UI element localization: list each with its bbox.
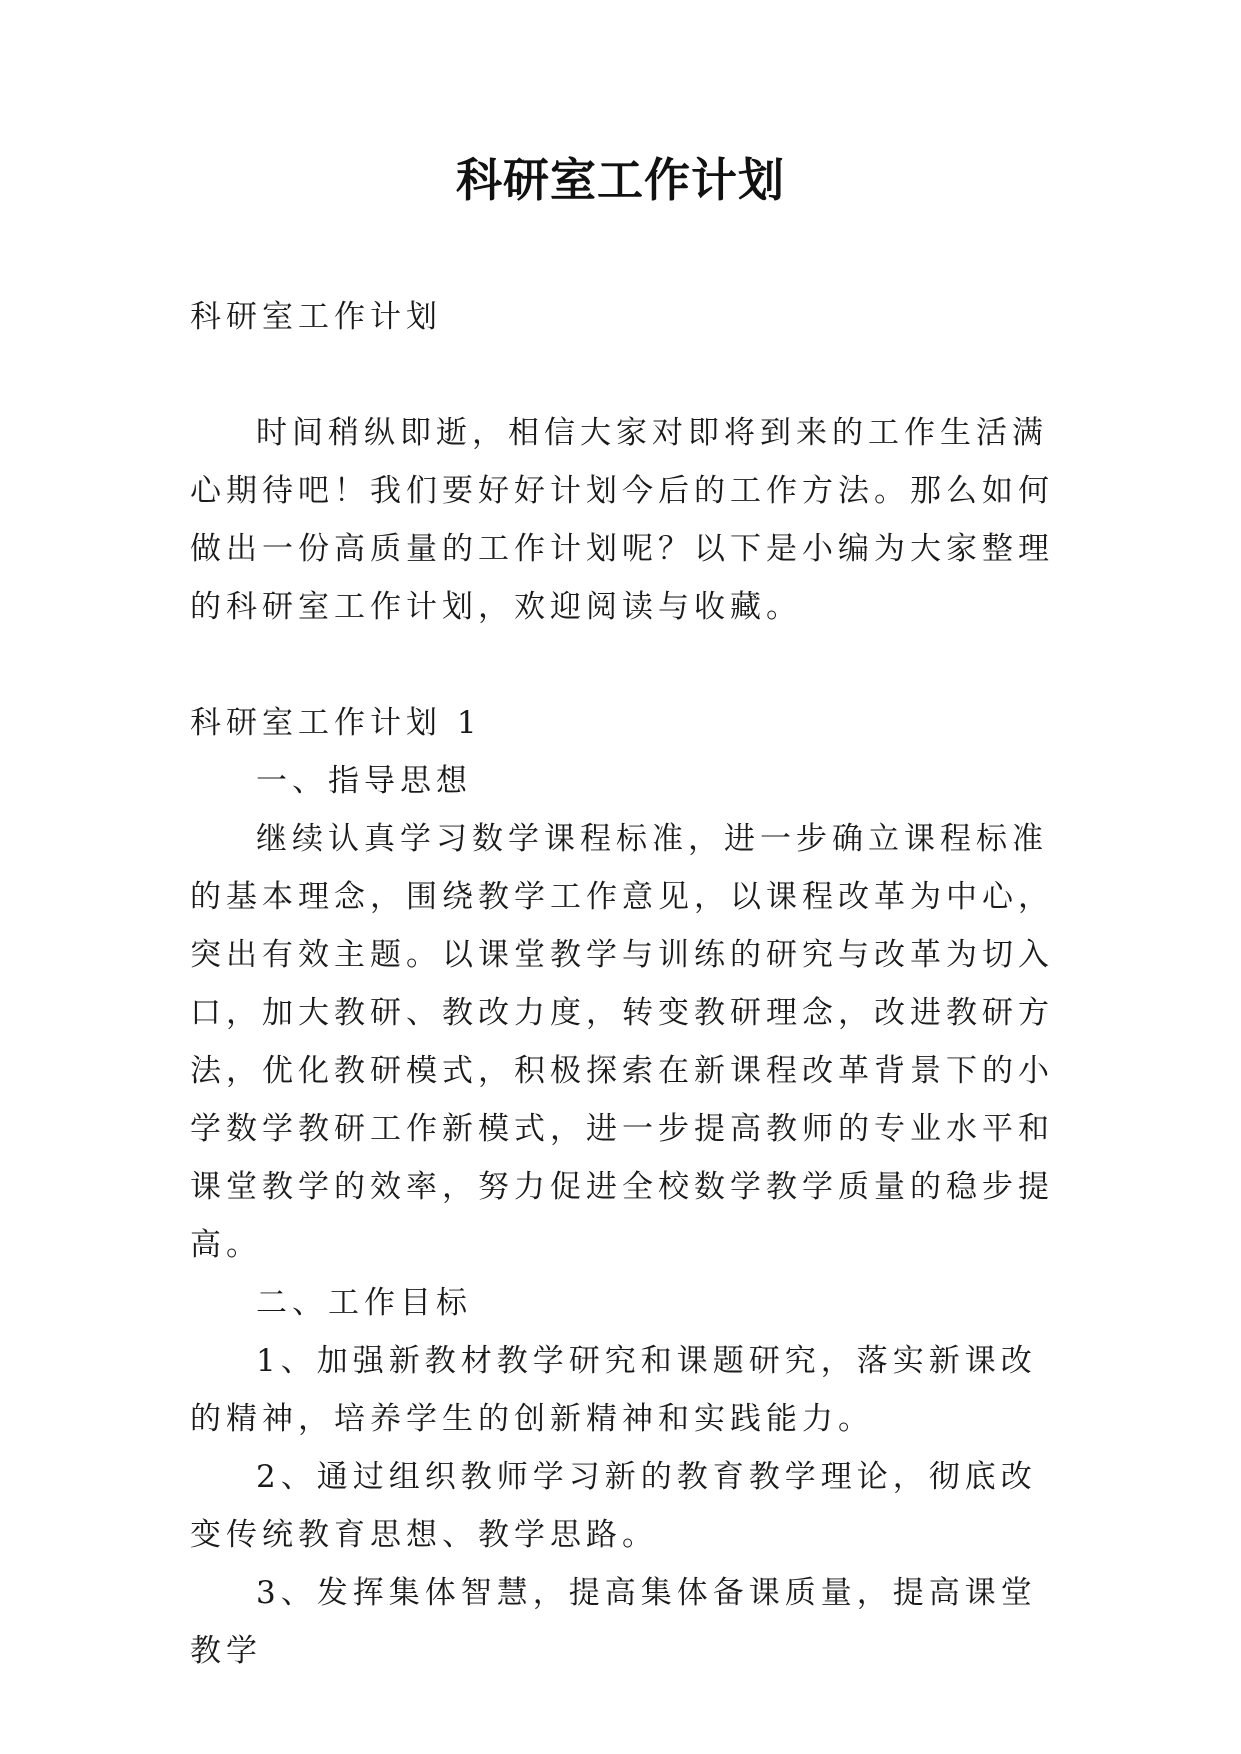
guiding-ideology-paragraph: 继续认真学习数学课程标准，进一步确立课程标准的基本理念，围绕教学工作意见，以课程改革为中心，突出有效主题。以课堂教学与训练的研究与改革为切入口，加大教研、教改力度，转变教研理念，改进教研方法，优化教研模式，积极探索在新课程改革背景下的小学数学教研工作新模式，进一步提高教师的专业水平和课堂教学的效率，努力促进全校数学教学质量的稳步提高。 <box>190 821 1054 1263</box>
document-body <box>190 288 1060 1680</box>
section-heading-work-goals: 二、工作目标 <box>256 1285 472 1321</box>
section-heading-guiding-ideology: 一、指导思想 <box>256 763 472 799</box>
goal-item-1: 1、加强新教材教学研究和课题研究，落实新课改的精神，培养学生的创新精神和实践能力。 <box>190 1343 1037 1437</box>
plan-heading: 科研室工作计划 1 <box>190 705 482 741</box>
intro-paragraph: 时间稍纵即逝，相信大家对即将到来的工作生活满心期待吧！我们要好好计划今后的工作方法。那么如何做出一份高质量的工作计划呢？以下是小编为大家整理的科研室工作计划，欢迎阅读与收藏。 <box>190 415 1054 625</box>
document-subtitle: 科研室工作计划 <box>190 299 442 335</box>
goal-item-3: 3、发挥集体智慧，提高集体备课质量，提高课堂教学 <box>190 1575 1037 1669</box>
goal-item-2: 2、通过组织教师学习新的教育教学理论，彻底改变传统教育思想、教学思路。 <box>190 1459 1037 1553</box>
document-title: 科研室工作计划 <box>456 153 785 207</box>
